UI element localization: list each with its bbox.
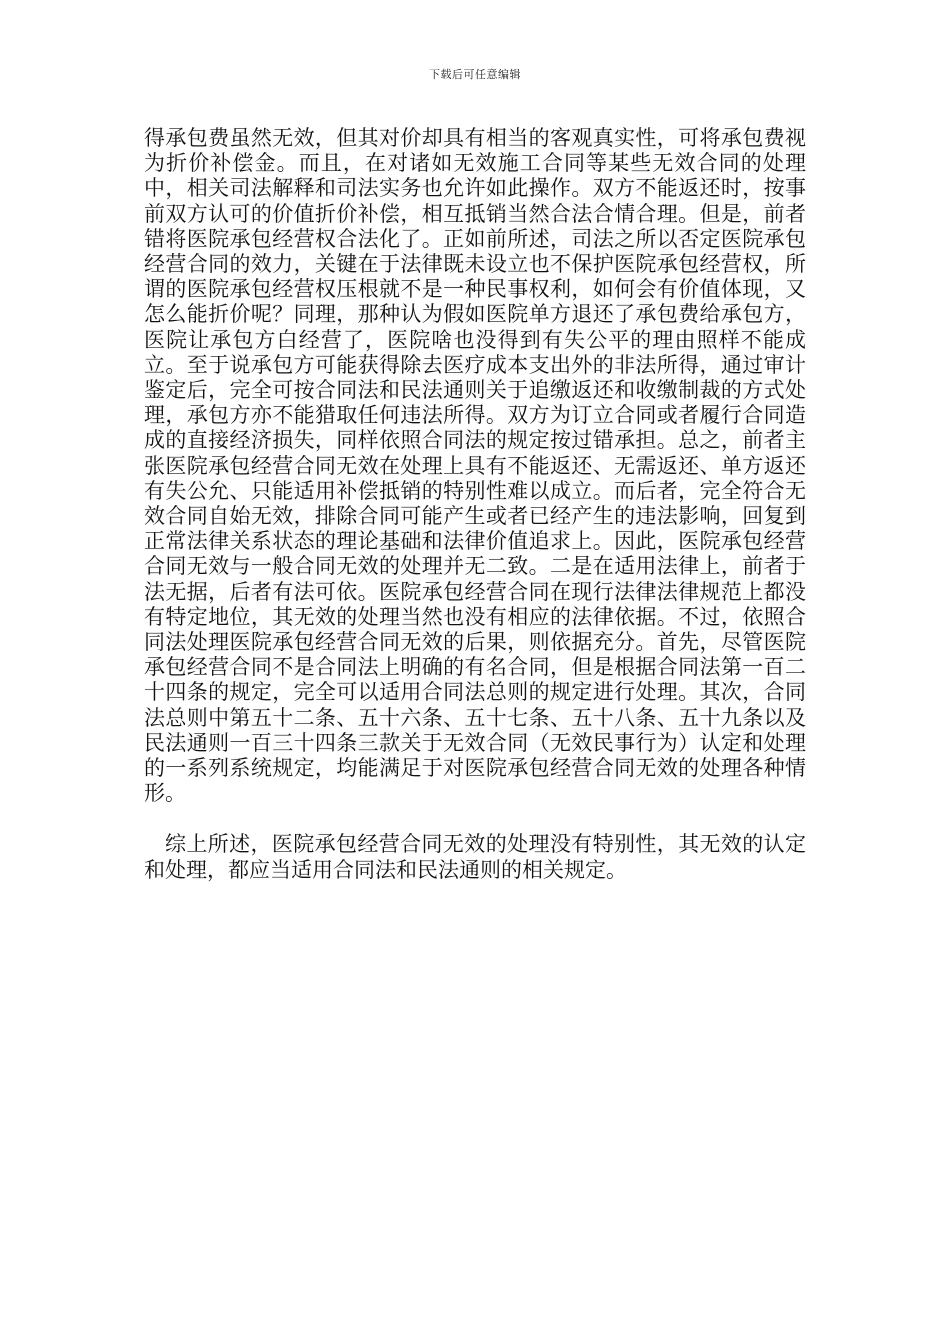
body-paragraph-2: 综上所述，医院承包经营合同无效的处理没有特别性，其无效的认定和处理，都应当适用合同法和民法通则的相关规定。 — [144, 832, 806, 882]
page-header: 下载后可任意编辑 — [429, 68, 521, 81]
body-paragraph-1: 得承包费虽然无效，但其对价却具有相当的客观真实性，可将承包费视为折价补偿金。而且，在对诸如无效施工合同等某些无效合同的处理中，相关司法解释和司法实务也允许如此操作。双方不能返还时，按事前双方认可的价值折价补偿，相互抵销当然合法合情合理。但是，前者错将医院承包经营权合法化了。正如前所述，司法之所以否定医院承包经营合同的效力，关键在于法律既未设立也不保护医院承包经营权，所谓的医院承包经营权压根就不是一种民事权利，如何会有价值体现，又怎么能折价呢？同理，那种认为假如医院单方退还了承包费给承包方，医院让承包方白经营了，医院啥也没得到有失公平的理由照样不能成立。至于说承包方可能获得除去医疗成本支出外的非法所得，通过审计鉴定后，完全可按合同法和民法通则关于追缴返还和收缴制裁的方式处理，承包方亦不能猎取任何违法所得。双方为订立合同或者履行合同造成的直接经济损失，同样依照合同法的规定按过错承担。总之，前者主张医院承包经营合同无效在处理上具有不能返还、无需返还、单方返还有失公允、只能适用补偿抵销的特别性难以成立。而后者，完全符合无效合同自始无效，排除合同可能产生或者已经产生的违法影响，回复到正常法律关系状态的理论基础和法律价值追求上。因此，医院承包经营合同无效与一般合同无效的处理并无二致。二是在适用法律上，前者于法无据，后者有法可依。医院承包经营合同在现行法律法律规范上都没有特定地位，其无效的处理当然也没有相应的法律依据。不过，依照合同法处理医院承包经营合同无效的后果，则依据充分。首先，尽管医院承包经营合同不是合同法上明确的有名合同，但是根据合同法第一百二十四条的规定，完全可以适用合同法总则的规定进行处理。其次，合同法总则中第五十二条、五十六条、五十七条、五十八条、五十九条以及民法通则一百三十四条三款关于无效合同（无效民事行为）认定和处理的一系列系统规定，均能满足于对医院承包经营合同无效的处理各种情形。 — [144, 126, 806, 806]
document-body — [144, 126, 806, 883]
